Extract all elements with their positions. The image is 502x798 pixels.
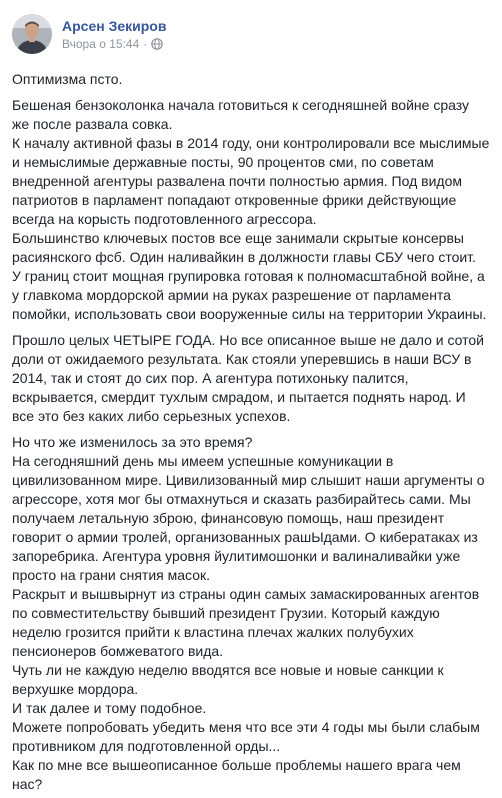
post-body <box>12 70 490 794</box>
avatar[interactable] <box>12 14 52 54</box>
post-text-line: Чуть ли не каждую неделю вводятся все новые и новые санкции к верхушке мордора. <box>12 662 444 697</box>
post-paragraph <box>12 433 490 794</box>
post-header <box>12 12 490 56</box>
post-timestamp[interactable]: Вчора о 15:44 <box>62 36 140 51</box>
post-paragraph <box>12 96 490 324</box>
post-text-line: Как по мне все вышеописанное больше проблемы нашего врага чем нас? <box>12 757 461 792</box>
globe-icon[interactable] <box>151 38 163 50</box>
post-text-line: Большинство ключевых постов все еще занимали скрытые консервы расиянского фсб. Один наливайкин в должности главы СБУ чего стоит. <box>12 230 476 265</box>
post-text-line: Прошло целых ЧЕТЫРЕ ГОДА. Но все описанное выше не дало и сотой доли от ожидаемого результата. Как стояли уперевшись в наши ВСУ в 2014, так и стоят до сих пор. А агентура потихоньку палится, вскрывается, смердит тухлым смрадом, и пытается поднять народ. И все это без каких либо серьезных успехов. <box>12 332 484 424</box>
separator-dot: · <box>143 36 148 51</box>
post-text-line: И так далее и тому подобное. <box>12 700 207 716</box>
post-text-line: Оптимизма псто. <box>12 71 123 87</box>
post-timeline <box>62 36 166 52</box>
post-text-line: На сегодняшний день мы имеем успешные комуникации в цивилизованном мире. Цивилизованный мир слышит наши аргументы о агрессоре, хотя мог бы отмахнуться и сказать разбирайтесь сами. Мы получаем летальную зброю, финансовую помощь, наш президент говорит о армии тролей, организованных рашЫдами. О кибератаках из запоребрика. Агентура уровня йулитимошонки и валиналивайки уже просто на грани снятия масок. <box>12 453 485 583</box>
post-text-line: Раскрыт и вышвырнут из страны один самых замаскированных агентов по совместительству бывший президент Грузии. Который каждую неделю грозится прийти к властина плечах жалких полубухих пенсионеров бомжеватого вида. <box>12 586 480 659</box>
post-text-line: Бешеная бензоколонка начала готовиться к сегодняшней войне сразу же после развала совка. <box>12 97 469 132</box>
post-text-line: Но что же изменилось за это время? <box>12 434 253 450</box>
post-text-line: К началу активной фазы в 2014 году, они контролировали все мыслимые и немыслимые державные посты, 90 процентов сми, по советам внедренной агентуры развалена почти полностью армия. Под видом патриотов в парламент попадают откровенные фрики действующие всегда на корысть подготовленного агрессора. <box>12 135 490 227</box>
author-name[interactable]: Арсен Зекиров <box>62 17 167 34</box>
post-text-line: Можете попробовать убедить меня что все эти 4 годы мы были слабым противником для подготовленной орды... <box>12 719 480 754</box>
post-paragraph <box>12 70 490 89</box>
post-text-line: У границ стоит мощная групировка готовая к полномасштабной войне, а у главкома мордорской армии на руках разрешение от парламента помойки, использовать свои вооруженные силы на территории Украины. <box>12 268 487 322</box>
post-paragraph <box>12 331 490 426</box>
post-meta <box>62 17 166 52</box>
